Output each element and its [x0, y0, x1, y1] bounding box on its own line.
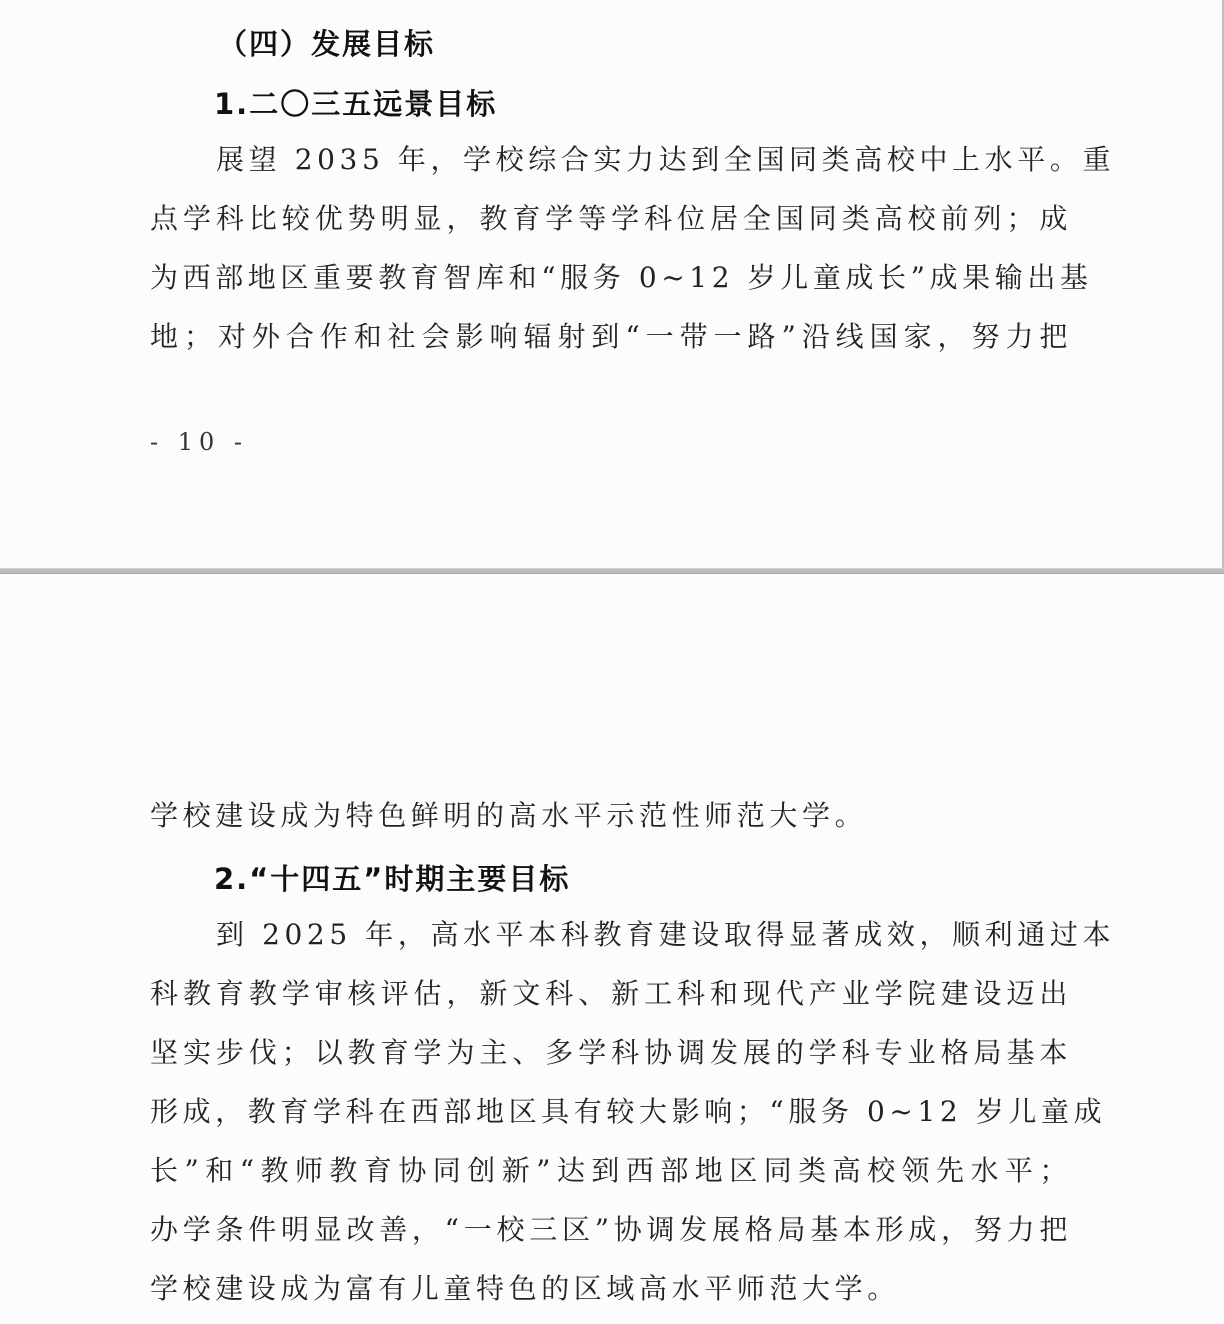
document-page-10: [0, 0, 1224, 568]
paragraph-line: 坚实步伐；以教育学为主、多学科协调发展的学科专业格局基本: [150, 1036, 1072, 1069]
paragraph-line: 形成，教育学科在西部地区具有较大影响；“服务 0~12 岁儿童成: [150, 1095, 1107, 1128]
paragraph-continuation: 学校建设成为特色鲜明的高水平示范性师范大学。: [150, 799, 868, 832]
paragraph-line: 为西部地区重要教育智库和“服务 0~12 岁儿童成长”成果输出基: [150, 261, 1093, 294]
subheading-2035-vision: 1.二〇三五远景目标: [214, 87, 498, 121]
paragraph-line: 地；对外合作和社会影响辐射到“一带一路”沿线国家，努力把: [150, 320, 1072, 353]
paragraph-line: 学校建设成为富有儿童特色的区域高水平师范大学。: [150, 1272, 900, 1305]
paragraph-line: 点学科比较优势明显，教育学等学科位居全国同类高校前列；成: [150, 202, 1072, 235]
document-page-11: [0, 574, 1224, 1324]
paragraph-line: 办学条件明显改善，“一校三区”协调发展格局基本形成，努力把: [150, 1213, 1072, 1246]
paragraph-line: 展望 2035 年，学校综合实力达到全国同类高校中上水平。重: [216, 143, 1116, 176]
paragraph-line: 到 2025 年，高水平本科教育建设取得显著成效，顺利通过本: [216, 918, 1116, 951]
paragraph-line: 长”和“教师教育协同创新”达到西部地区同类高校领先水平；: [150, 1154, 1072, 1187]
page-number: - 10 -: [150, 428, 249, 456]
section-heading: （四）发展目标: [218, 27, 436, 61]
paragraph-line: 科教育教学审核评估，新文科、新工科和现代产业学院建设迈出: [150, 977, 1072, 1010]
subheading-14th-five-year: 2.“十四五”时期主要目标: [214, 862, 571, 896]
